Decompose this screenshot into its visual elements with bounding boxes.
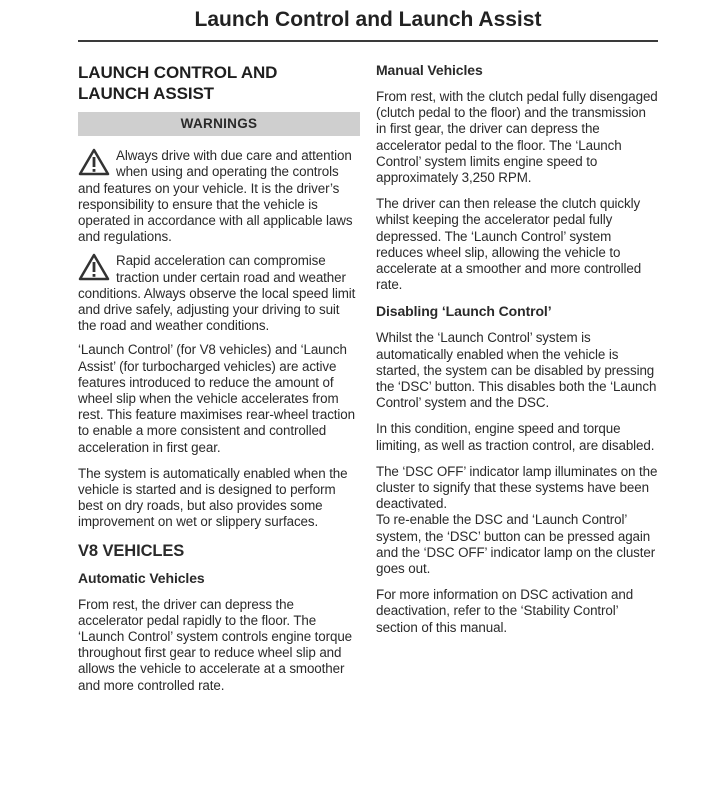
warning-text-1: Always drive with due care and attention when using and operating the controls and features on your vehicle. It is the driver’s responsibility to ensure that the vehicle is operated in accordance with all applicable laws and regulations. [78, 148, 353, 245]
warning-block-1 [78, 148, 360, 245]
disabling-paragraph-1: Whilst the ‘Launch Control’ system is automatically enabled when the vehicle is started, the system can be disabled by pressing the ‘DSC’ button. This disables both the ‘Launch Control’ system and the DSC. [376, 330, 657, 411]
intro-paragraph: ‘Launch Control’ (for V8 vehicles) and ‘Launch Assist’ (for turbocharged vehicles) are active features introduced to reduce the amount of wheel slip when the vehicle accelerates from rest. This feature maximises rear-wheel traction to enable a more consistent and controlled acceleration in first gear. [78, 342, 355, 455]
re-enable-text: To re-enable the DSC and ‘Launch Control’ system, the ‘DSC’ button can be pressed again and the ‘DSC OFF’ indicator lamp on the cluster goes out. [376, 512, 656, 577]
warning-text-2: Rapid acceleration can compromise traction under certain road and weather conditions. Always observe the local speed limit and drive safely, adjusting your driving to suit the road and weather conditions. [78, 253, 356, 334]
dsc-off-lamp-text: The ‘DSC OFF’ indicator lamp illuminates on the cluster to signify that these systems have been deactivated. [376, 463, 658, 512]
section-title-line1: LAUNCH CONTROL AND [78, 63, 278, 82]
section-title [78, 62, 360, 104]
warning-triangle-icon [78, 148, 110, 176]
manual-heading: Manual Vehicles [376, 62, 483, 78]
section-title-line2: LAUNCH ASSIST [78, 84, 214, 103]
page-title: Launch Control and Launch Assist [194, 8, 542, 31]
right-column [376, 60, 658, 646]
warning-triangle-icon [78, 253, 110, 281]
manual-paragraph-2: The driver can then release the clutch quickly whilst keeping the accelerator pedal fully depressed. The ‘Launch Control’ system reduces wheel slip, allowing the vehicle to accelerate at a smoother and more controlled rate. [376, 196, 642, 293]
system-paragraph: The system is automatically enabled when the vehicle is started and is designed to perform best on dry roads, but also provides some improvement on wet or slippery surfaces. [78, 465, 348, 530]
disabling-heading: Disabling ‘Launch Control’ [376, 303, 552, 320]
manual-paragraph-1: From rest, with the clutch pedal fully disengaged (clutch pedal to the floor) and the transmission in first gear, the driver can depress the accelerator pedal to the floor. The ‘Launch Control’ system limits engine speed to approximately 3,250 RPM. [376, 89, 658, 186]
disabling-paragraph-3 [376, 464, 658, 577]
page-header [78, 6, 658, 42]
warnings-banner: WARNINGS [78, 112, 360, 136]
automatic-heading: Automatic Vehicles [78, 569, 205, 586]
disabling-paragraph-2: In this condition, engine speed and torque limiting, as well as traction control, are disabled. [376, 421, 655, 453]
automatic-paragraph: From rest, the driver can depress the accelerator pedal rapidly to the floor. The ‘Launch Control’ system controls engine torque throughout first gear to reduce wheel slip and allows the vehicle to accelerate at a smoother and more controlled rate. [78, 596, 353, 693]
warning-block-2 [78, 253, 360, 334]
more-info-paragraph: For more information on DSC activation and deactivation, refer to the ‘Stability Control’ section of this manual. [376, 587, 634, 635]
left-column [78, 60, 360, 704]
v8-heading: V8 VEHICLES [78, 541, 185, 560]
